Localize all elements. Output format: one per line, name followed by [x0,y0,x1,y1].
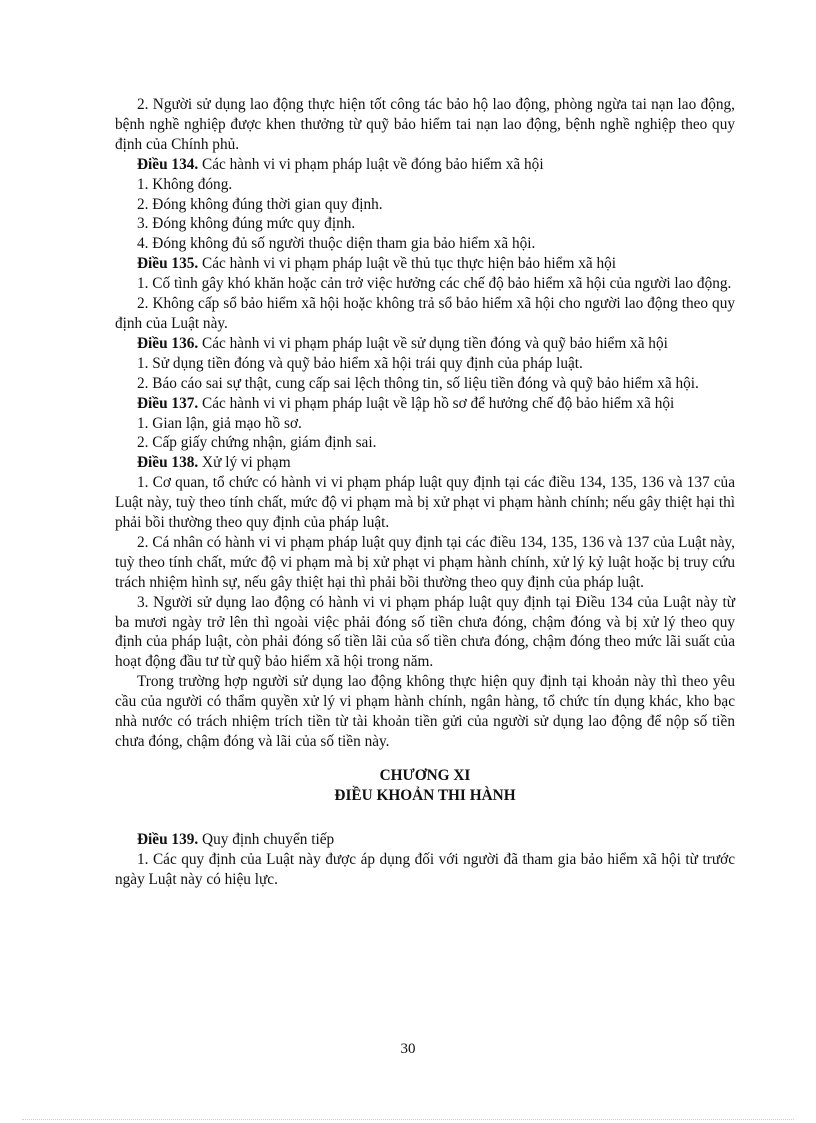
article-label: Điều 137. [137,394,199,412]
article-title: Các hành vi vi phạm pháp luật về đóng bảo hiểm xã hội [198,155,544,173]
document-page [115,95,735,889]
paragraph: 1. Các quy định của Luật này được áp dụng đối với người đã tham gia bảo hiểm xã hội từ trước ngày Luật này có hiệu lực. [115,850,735,888]
paragraph: 1. Gian lận, giả mạo hồ sơ. [137,414,302,432]
article-title: Xử lý vi phạm [198,454,291,472]
paragraph: 1. Cơ quan, tổ chức có hành vi vi phạm pháp luật quy định tại các điều 134, 135, 136 và 137 của Luật này, tuỳ theo tính chất, mức độ vi phạm mà bị xử phạt vi phạm hành chính; nếu gây thiệt hại thì phải bồi thường theo quy định của pháp luật. [115,474,735,532]
article-label: Điều 139. [137,830,199,848]
article-heading [115,155,735,175]
article-label: Điều 135. [137,255,199,273]
article-heading [115,453,735,473]
paragraph: 1. Cố tình gây khó khăn hoặc cản trở việc hưởng các chế độ bảo hiểm xã hội của người lao động. [137,275,732,293]
body-text-bottom [115,830,735,890]
chapter-title: ĐIỀU KHOẢN THI HÀNH [334,786,516,804]
body-text-top [115,95,735,752]
page-number: 30 [400,1041,416,1057]
article-heading [115,830,735,850]
article-heading [115,394,735,414]
paragraph: 2. Người sử dụng lao động thực hiện tốt công tác bảo hộ lao động, phòng ngừa tai nạn lao động, bệnh nghề nghiệp được khen thưởng từ quỹ bảo hiểm tai nạn lao động, bệnh nghề nghiệp theo quy định của Chính phủ. [115,96,735,153]
article-title: Quy định chuyển tiếp [198,830,335,848]
footer-rule [22,1119,794,1120]
paragraph: 2. Cá nhân có hành vi vi phạm pháp luật quy định tại các điều 134, 135, 136 và 137 của Luật này, tuỳ theo tính chất, mức độ vi phạm mà bị xử phạt vi phạm hành chính, xử lý kỷ luật hoặc bị truy cứu trách nhiệm hình sự, nếu gây thiệt hại thì phải bồi thường theo quy định của pháp luật. [115,533,735,591]
article-label: Điều 136. [137,334,199,352]
article-heading [115,334,735,354]
paragraph: 1. Sử dụng tiền đóng và quỹ bảo hiểm xã hội trái quy định của pháp luật. [137,354,583,372]
paragraph: 1. Không đóng. [137,175,233,193]
paragraph: Trong trường hợp người sử dụng lao động không thực hiện quy định tại khoản này thì theo yêu cầu của người có thẩm quyền xử lý vi phạm hành chính, ngân hàng, tổ chức tín dụng khác, kho bạc nhà nước có trách nhiệm trích tiền từ tài khoản tiền gửi của người sử dụng lao động để nộp số tiền chưa đóng, chậm đóng và lãi của số tiền này. [115,673,735,750]
article-title: Các hành vi vi phạm pháp luật về lập hồ sơ để hưởng chế độ bảo hiểm xã hội [198,394,675,412]
paragraph: 3. Đóng không đúng mức quy định. [137,215,356,233]
paragraph: 2. Báo cáo sai sự thật, cung cấp sai lệch thông tin, số liệu tiền đóng và quỹ bảo hiểm xã hội. [137,374,699,392]
article-label: Điều 134. [137,155,199,173]
paragraph: 3. Người sử dụng lao động có hành vi vi phạm pháp luật quy định tại Điều 134 của Luật này từ ba mươi ngày trở lên thì ngoài việc phải đóng số tiền chưa đóng, chậm đóng và bị xử lý theo quy định của pháp luật, còn phải đóng số tiền lãi của số tiền chưa đóng, chậm đóng theo mức lãi suất của hoạt động đầu tư từ quỹ bảo hiểm xã hội trong năm. [115,593,735,671]
paragraph: 2. Cấp giấy chứng nhận, giám định sai. [137,434,377,452]
paragraph: 2. Đóng không đúng thời gian quy định. [137,195,383,213]
paragraph: 4. Đóng không đủ số người thuộc diện tham gia bảo hiểm xã hội. [137,235,536,253]
article-heading [115,254,735,274]
article-label: Điều 138. [137,454,199,472]
chapter-number: CHƯƠNG XI [379,766,471,784]
article-title: Các hành vi vi phạm pháp luật về sử dụng tiền đóng và quỹ bảo hiểm xã hội [198,334,668,352]
paragraph: 2. Không cấp sổ bảo hiểm xã hội hoặc không trả sổ bảo hiểm xã hội cho người lao động theo quy định của Luật này. [115,295,735,332]
article-title: Các hành vi vi phạm pháp luật về thủ tục thực hiện bảo hiểm xã hội [198,255,617,273]
